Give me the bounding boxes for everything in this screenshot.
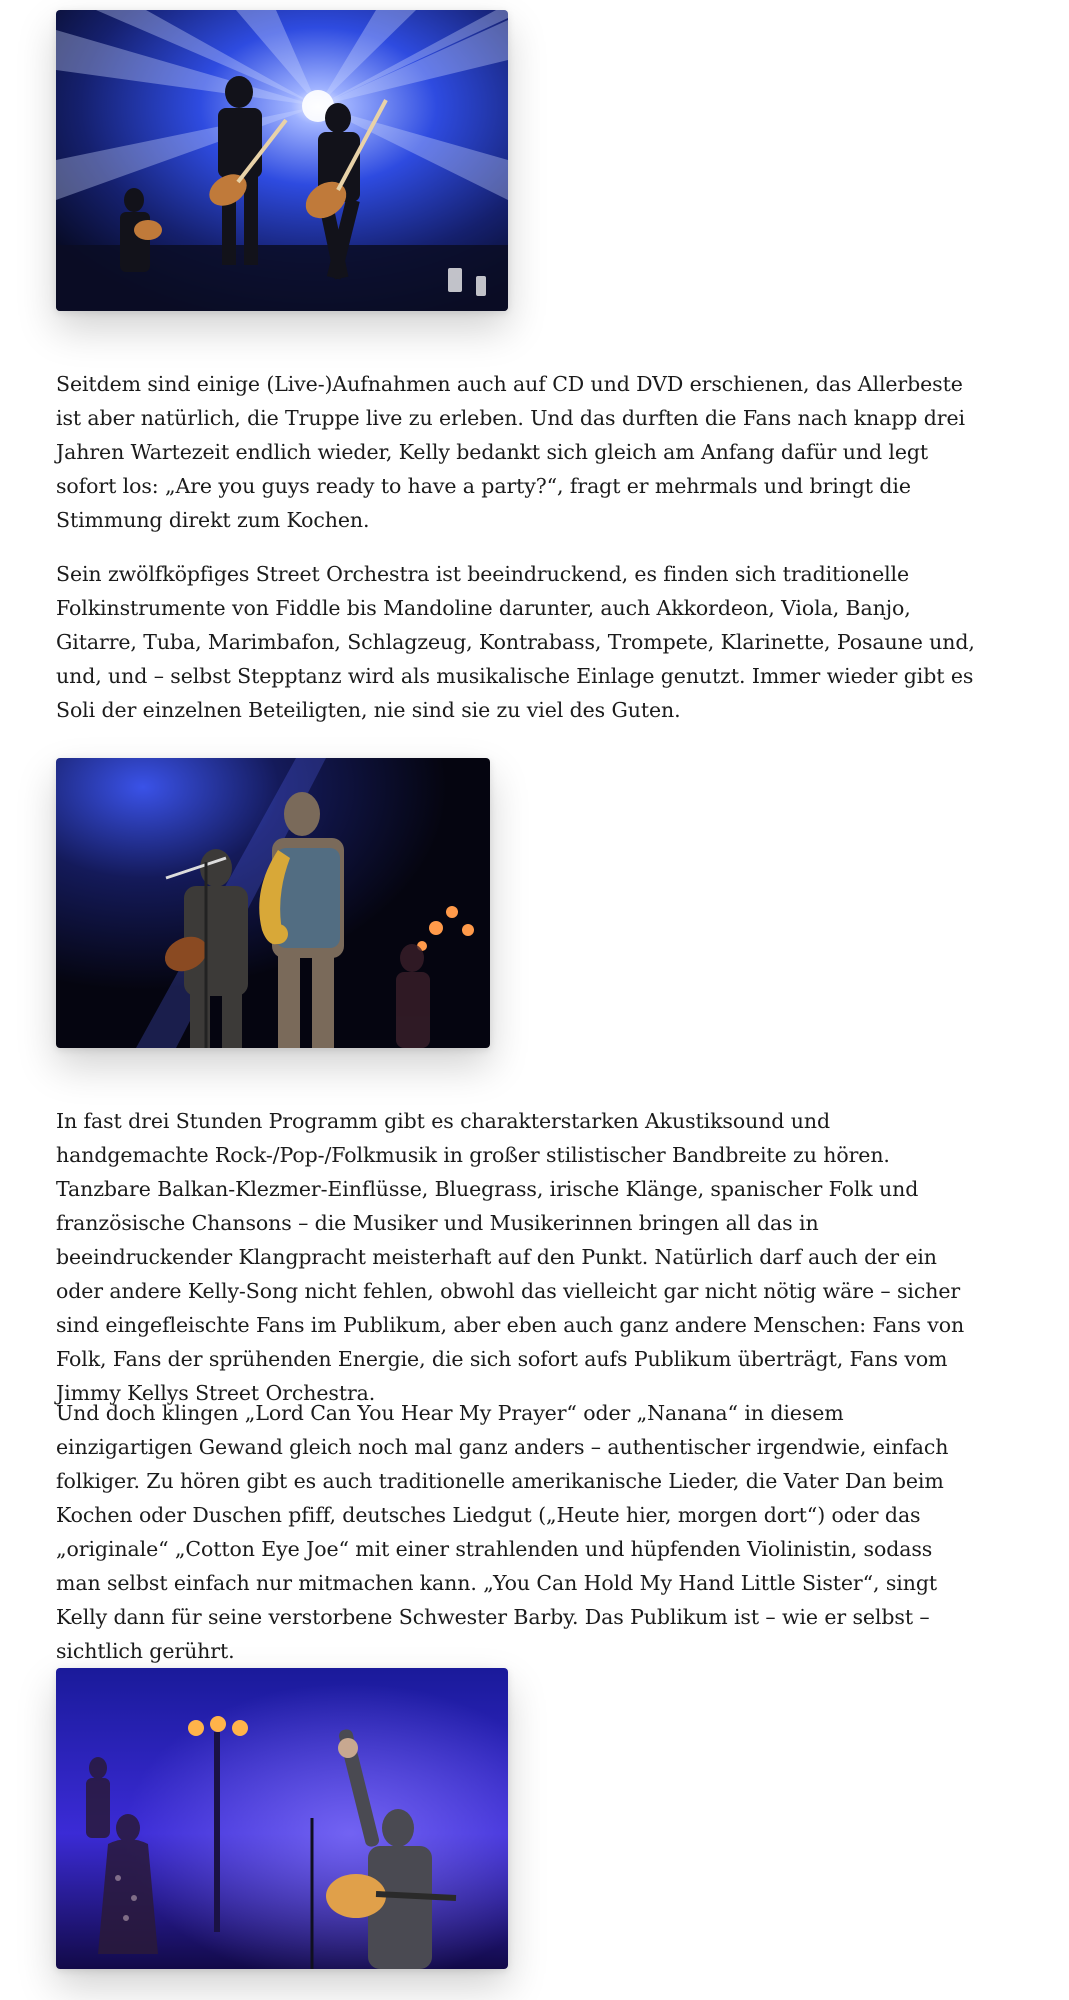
- article-paragraph: In fast drei Stunden Programm gibt es charakterstarken Akustiksound und handgemachte Rock-/Pop-/Folkmusik in großer stilistischer Bandbreite zu hören. Tanzbare Balkan-Klezmer-Einflüsse, Bluegrass, irische Klänge, spanischer Folk und französische Chansons – die Musiker und Musikerinnen bringen all das in beeindruckender Klangpracht meisterhaft auf den Punkt. Natürlich darf auch der ein oder andere Kelly-Song nicht fehlen, obwohl das vielleicht gar nicht nötig wäre – sicher sind eingefleischte Fans im Publikum, aber eben auch ganz andere Menschen: Fans von Folk, Fans der sprühenden Energie, die sich sofort aufs Publikum überträgt, Fans vom Jimmy Kellys Street Orchestra.: [56, 1109, 965, 1405]
- article-paragraph: Seitdem sind einige (Live-)Aufnahmen auch auf CD und DVD erschienen, das Allerbeste ist aber natürlich, die Truppe live zu erleben. Und das durften die Fans nach knapp drei Jahren Wartezeit endlich wieder, Kelly bedankt sich gleich am Anfang dafür und legt sofort los: „Are you guys ready to have a party?“, fragt er mehrmals und bringt die Stimmung direkt zum Kochen.: [56, 372, 965, 532]
- concert-photo-raised-fist-image: [56, 1668, 508, 1969]
- article-paragraph: Und doch klingen „Lord Can You Hear My Prayer“ oder „Nanana“ in diesem einzigartigen Gewand gleich noch mal ganz anders – authentischer irgendwie, einfach folkiger. Zu hören gibt es auch traditionelle amerikanische Lieder, die Vater Dan beim Kochen oder Duschen pfiff, deutsches Liedgut („Heute hier, morgen dort“) oder das „originale“ „Cotton Eye Joe“ mit einer strahlenden und hüpfenden Violinistin, sodass man selbst einfach nur mitmachen kann. „You Can Hold My Hand Little Sister“, singt Kelly dann für seine verstorbene Schwester Barby. Das Publikum ist – wie er selbst – sichtlich gerührt.: [56, 1401, 949, 1663]
- concert-photo-guitarists-image: [56, 10, 508, 311]
- concert-photo-saxophone[interactable]: [56, 758, 490, 1048]
- concert-photo-raised-fist[interactable]: [56, 1668, 508, 1969]
- article-paragraph: Sein zwölfköpfiges Street Orchestra ist beeindruckend, es finden sich traditionelle Folkinstrumente von Fiddle bis Mandoline darunter, auch Akkordeon, Viola, Banjo, Gitarre, Tuba, Marimbafon, Schlagzeug, Kontrabass, Trompete, Klarinette, Posaune und, und, und – selbst Stepptanz wird als musikalische Einlage genutzt. Immer wieder gibt es Soli der einzelnen Beteiligten, nie sind sie zu viel des Guten.: [56, 562, 975, 722]
- concert-photo-saxophone-image: [56, 758, 490, 1048]
- concert-photo-guitarists[interactable]: [56, 10, 508, 311]
